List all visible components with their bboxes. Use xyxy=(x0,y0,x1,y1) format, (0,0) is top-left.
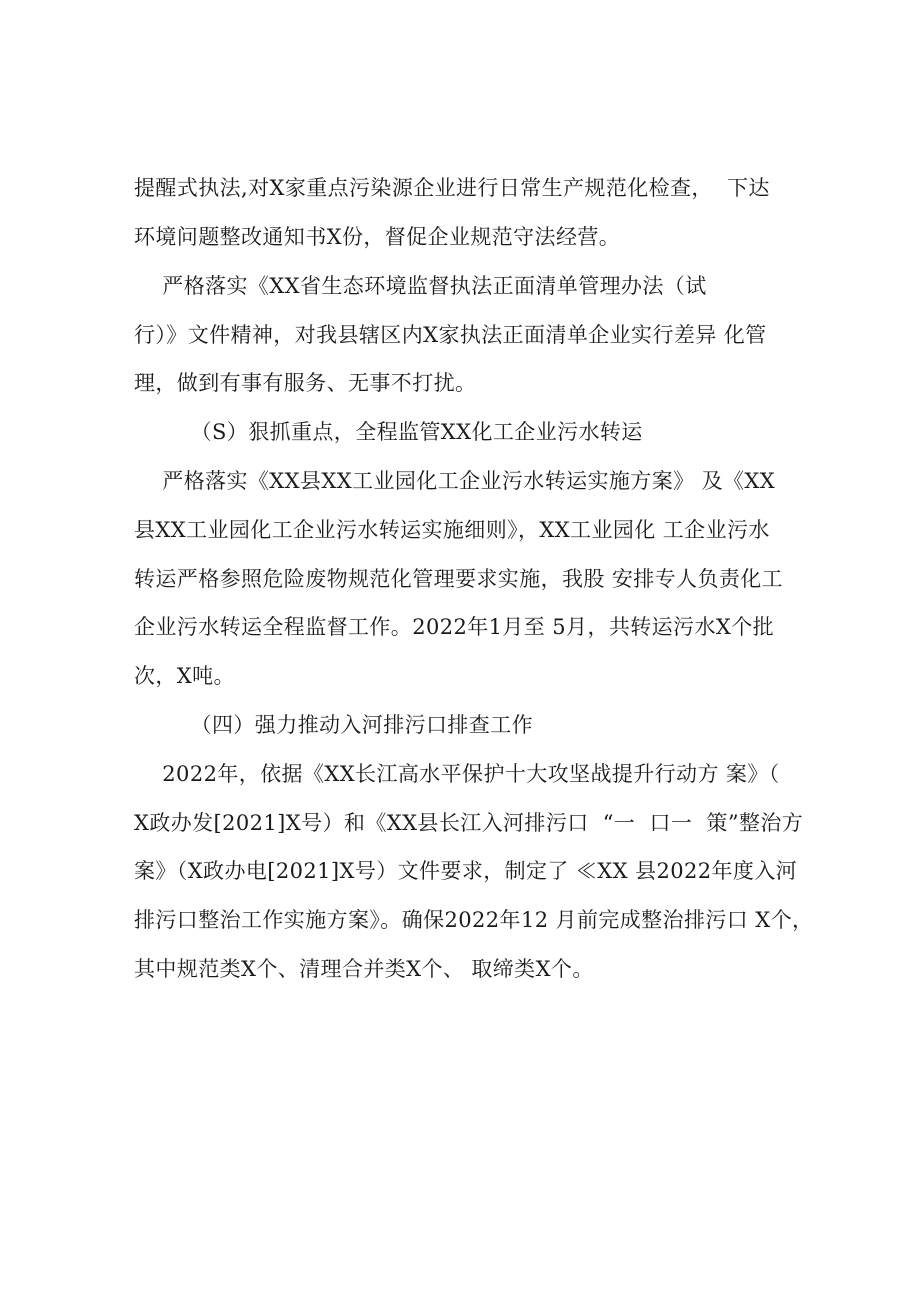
text-line: 案》（X政办电[2021]X号）文件要求，制定了 ≪XX 县2022年度入河 xyxy=(134,859,798,883)
text-line: 行）》文件精神，对我县辖区内X家执法正面清单企业实行差异 化管 xyxy=(134,323,767,347)
text-line: 转运严格参照危险废物规范化管理要求实施，我股 安排专人负责化工 xyxy=(134,567,784,591)
text-line: 理，做到有事有服务、无事不打扰。 xyxy=(134,371,477,395)
text-line: 提醒式执法,对X家重点污染源企业进行日常生产规范化检查， 下达 xyxy=(134,176,770,200)
text-line: 县XX工业园化工企业污水转运实施细则》，XX工业园化 工企业污水 xyxy=(134,518,770,542)
text-line: 环境问题整改通知书X份，督促企业规范守法经营。 xyxy=(134,225,621,249)
text-line: 企业污水转运全程监督工作。2022年1月至 5月，共转运污水X个批 xyxy=(134,615,774,639)
text-line: X政办发[2021]X号）和《XX县长江入河排污口 “一 口一 策”整治方 xyxy=(134,811,804,835)
text-line: 严格落实《XX省生态环境监督执法正面清单管理办法（试 xyxy=(134,274,707,298)
text-line: 2022年，依据《XX长江高水平保护十大攻坚战提升行动方 案》（ xyxy=(134,762,780,786)
section-heading-4: （四）强力推动入河排污口排查工作 xyxy=(134,713,534,737)
section-heading-3: （S）狠抓重点，全程监管XX化工企业污水转运 xyxy=(134,420,643,444)
text-line: 次，X吨。 xyxy=(134,664,235,688)
text-line: 严格落实《XX县XX工业园化工企业污水转运实施方案》 及《XX xyxy=(134,469,776,493)
text-line: 排污口整治工作实施方案》。确保2022年12 月前完成整治排污口 X个， xyxy=(134,908,814,932)
text-line: 其中规范类X个、清理合并类X个、 取缔类X个。 xyxy=(134,957,594,981)
